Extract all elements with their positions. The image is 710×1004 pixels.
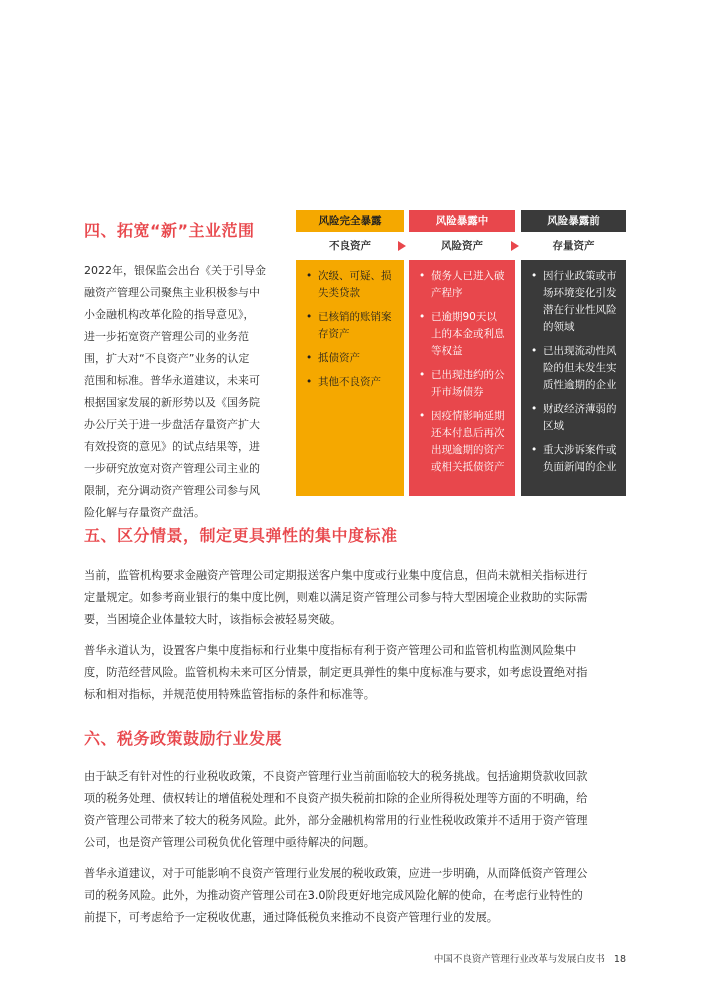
section-5-paragraph-1: 当前，监管机构要求金融资产管理公司定期报送客户集中度或行业集中度信息，但尚未就相关指标进行 定量规定。如参考商业银行的集中度比例，则难以满足资产管理公司参与特大型困境企业救助的实际需 要，当困境企业体量较大时，该指标会被轻易突破。: [84, 569, 588, 626]
section-4-paragraph: 2022年，银保监会出台《关于引导金 融资产管理公司聚焦主业积极参与中 小金融机构改革化险的指导意见》， 进一步拓宽资产管理公司的业务范 围，扩大对“不良资产”业务的认定 范围和标准。普华永道建议，未来可 根据国家发展的新形势以及《国务院 办公厅关于进一步盘活存量资产扩大 有效投资的意见》的试点结果等，进 一步研究放宽对资产管理公司主业的 限制，充分调动资产管理公司参与风 险化解与存量资产盘活。: [84, 264, 266, 519]
list-item: • 因疫情影响延期还本付息后再次出现逾期的资产或相关抵债资产: [417, 408, 507, 476]
section-title-4: 四、拓宽“新”主业范围: [84, 221, 255, 240]
column-header-exposing: 风险暴露中: [409, 210, 515, 232]
column-sub-risk-assets: 风险资产: [441, 240, 483, 252]
list-item: • 次级、可疑、损失类贷款: [304, 268, 396, 302]
column-header-pre-exposure: 风险暴露前: [521, 210, 626, 232]
page-footer: [434, 951, 626, 965]
list-item: • 其他不良资产: [304, 374, 396, 391]
column-box-existing-assets: [521, 260, 626, 496]
list-item: • 债务人已进入破产程序: [417, 268, 507, 302]
column-header-full-exposure: 风险完全暴露: [296, 210, 404, 232]
list-item: • 重大涉诉案件或负面新闻的企业: [529, 442, 618, 476]
footer-title: 中国不良资产管理行业改革与发展白皮书: [433, 954, 605, 965]
arrow-icon: [511, 241, 519, 251]
list-item: • 财政经济薄弱的区域: [529, 401, 618, 435]
section-6-paragraph-2: 普华永道建议，对于可能影响不良资产管理行业发展的税收政策，应进一步明确，从而降低资产管理公 司的税务风险。此外，为推动资产管理公司在3.0阶段更好地完成风险化解的使命，在考虑行业特性的 前提下，可考虑给予一定税收优惠，通过降低税负来推动不良资产管理行业的发展。: [84, 867, 588, 924]
section-title-6: 六、税务政策鼓励行业发展: [84, 729, 283, 748]
column-box-risk-assets: [409, 260, 515, 496]
page-number: 18: [613, 954, 626, 965]
list-item: • 已出现流动性风险的但未发生实质性逾期的企业: [529, 343, 618, 394]
section-title-5: 五、区分情景，制定更具弹性的集中度标准: [84, 526, 398, 545]
list-item: • 因行业政策或市场环境变化引发潜在行业性风险的领域: [529, 268, 618, 336]
column-box-npl: [296, 260, 404, 496]
list-item: • 已核销的账销案存资产: [304, 309, 396, 343]
section-5-paragraph-2: 普华永道认为，设置客户集中度指标和行业集中度指标有利于资产管理公司和监管机构监测风险集中 度，防范经营风险。监管机构未来可区分情景，制定更具弹性的集中度标准与要求，如考虑设置绝对指 标和相对指标，并规范使用特殊监管指标的条件和标准等。: [84, 644, 588, 701]
column-sub-npl: 不良资产: [329, 240, 371, 252]
arrow-icon: [398, 241, 406, 251]
list-item: • 已出现违约的公开市场债券: [417, 367, 507, 401]
list-item: • 抵债资产: [304, 350, 396, 367]
section-6-paragraph-1: 由于缺乏有针对性的行业税收政策，不良资产管理行业当前面临较大的税务挑战。包括逾期贷款收回款 项的税务处理、债权转让的增值税处理和不良资产损失税前扣除的企业所得税处理等方面的不明确，给 资产管理公司带来了较大的税务风险。此外，部分金融机构常用的行业性税收政策并不适用于资产管理 公司，也是资产管理公司税负优化管理中亟待解决的问题。: [84, 770, 588, 849]
column-sub-existing-assets: 存量资产: [552, 240, 595, 252]
list-item: • 已逾期90天以上的本金或利息等权益: [417, 309, 507, 360]
